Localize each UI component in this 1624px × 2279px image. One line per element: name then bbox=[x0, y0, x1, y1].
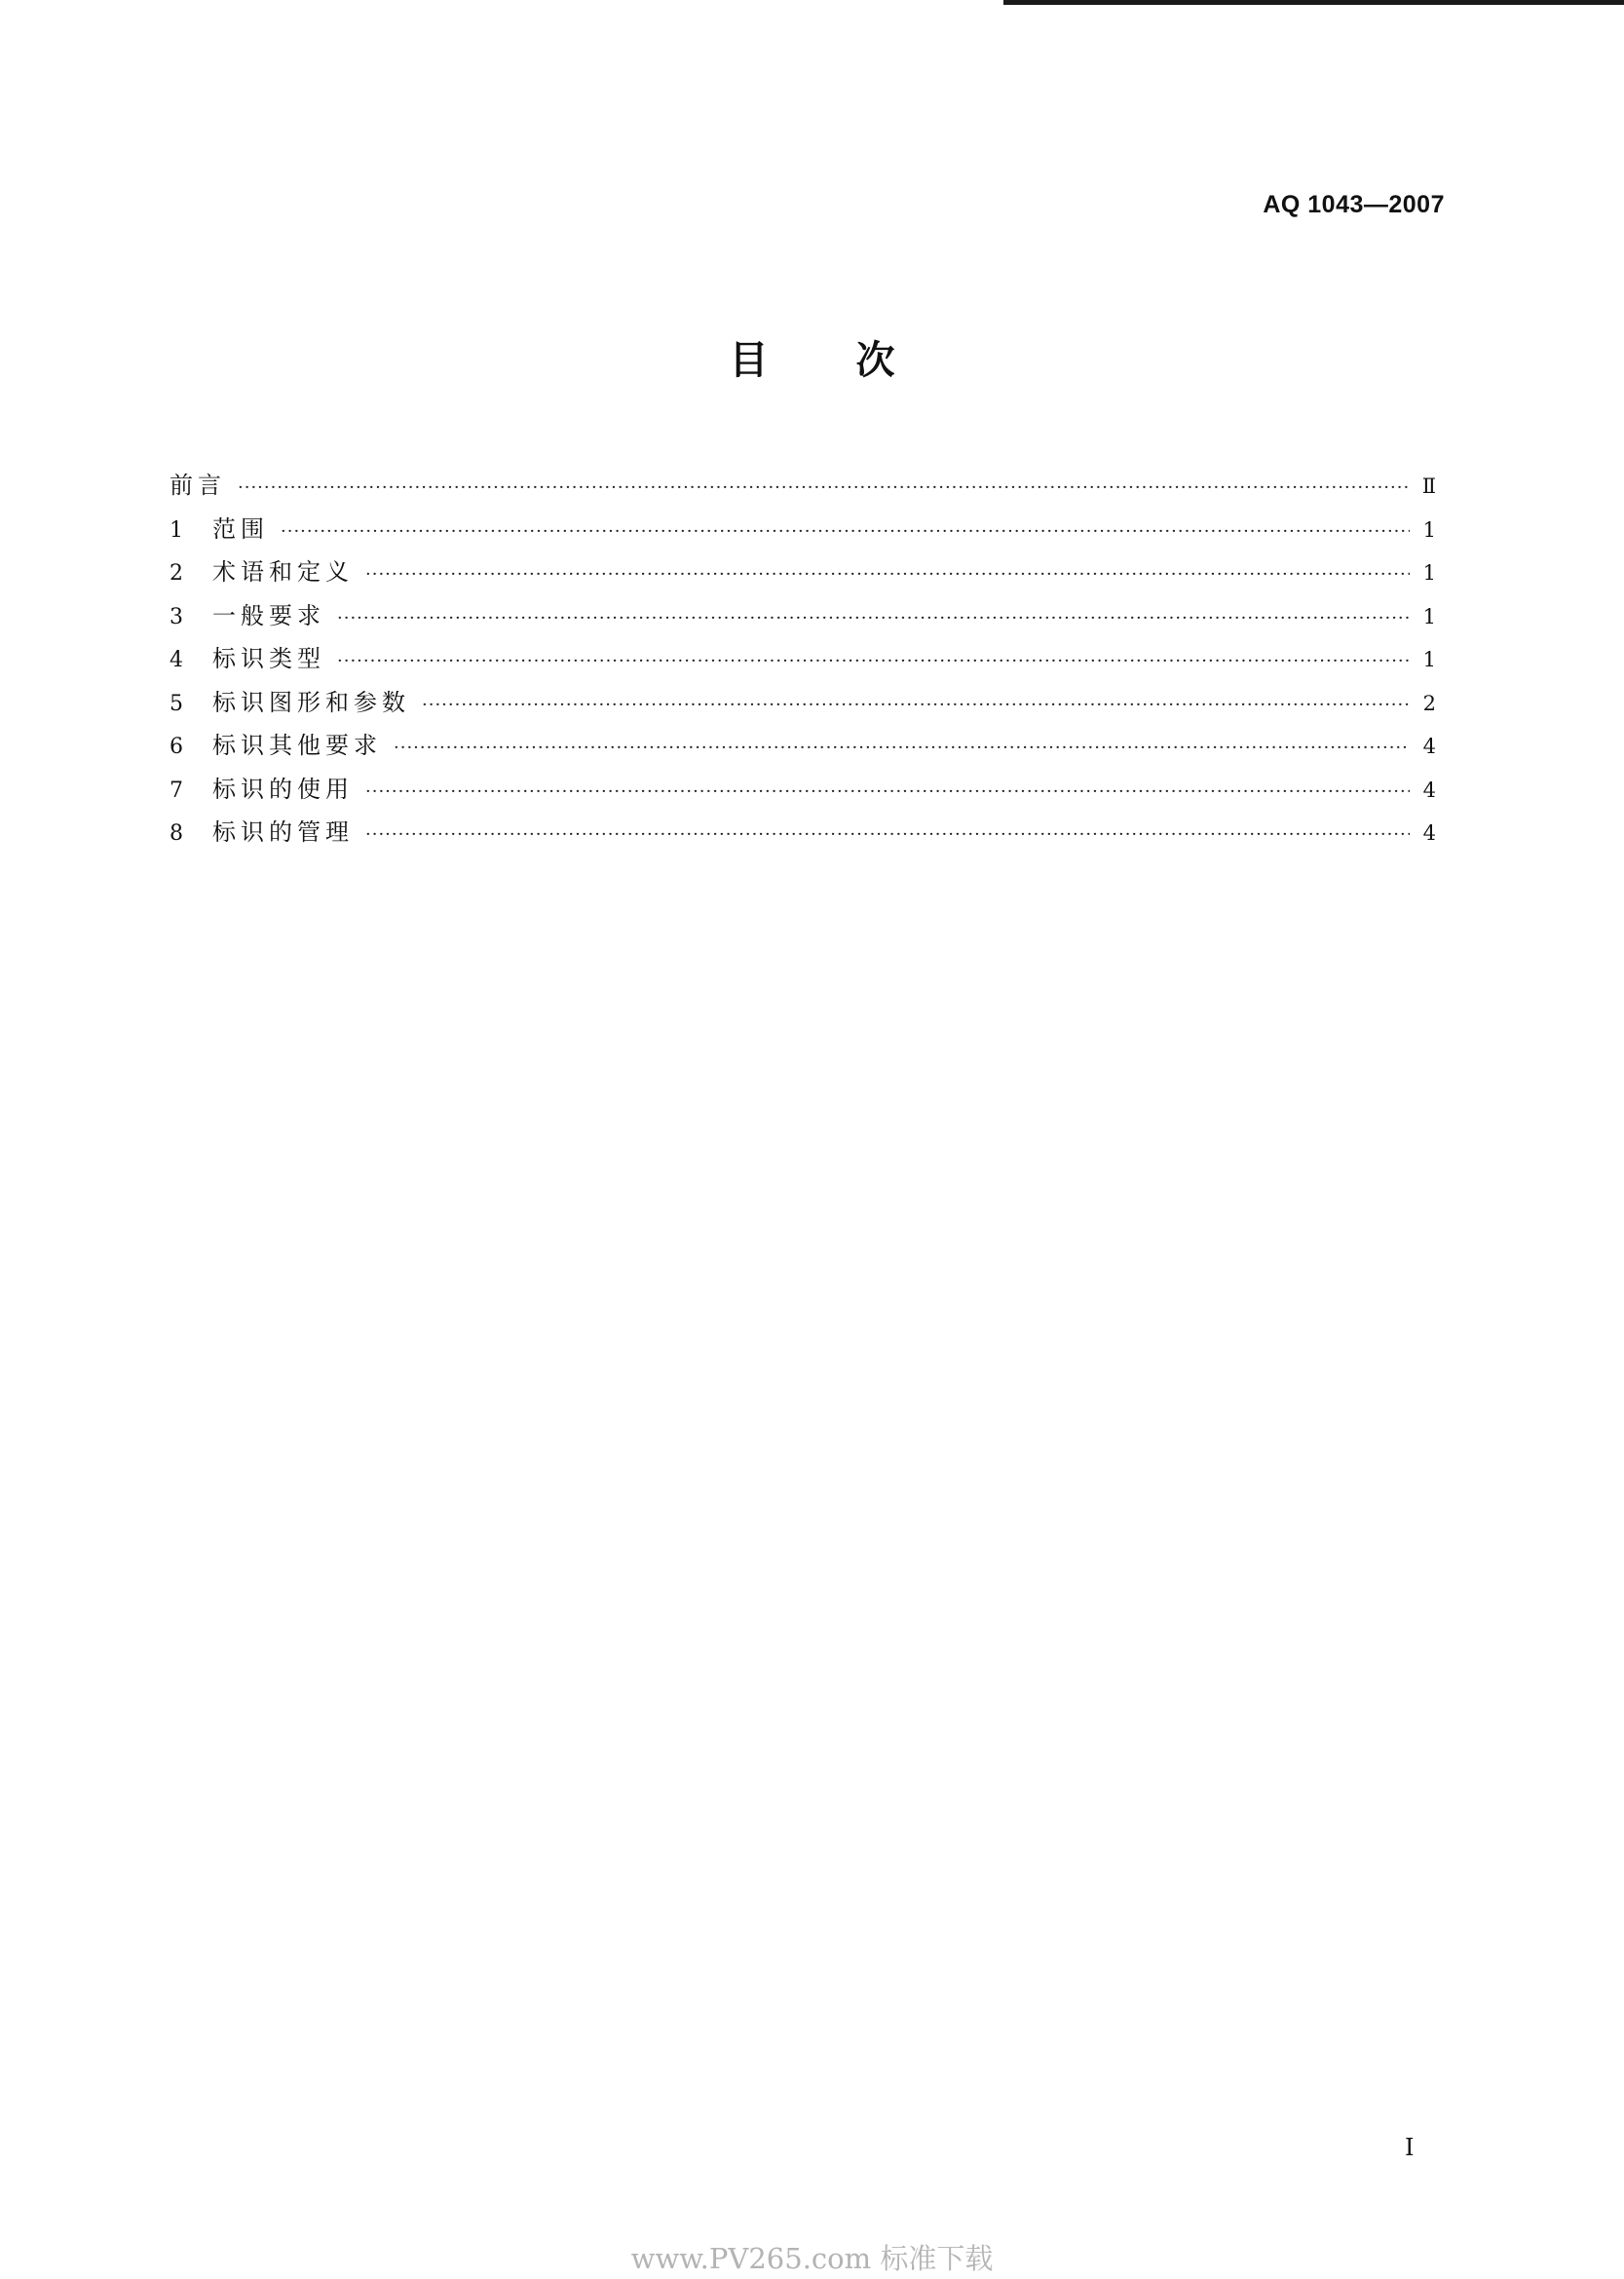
toc-entry-label: 一般要求 bbox=[212, 601, 325, 629]
toc-entry-scope[interactable] bbox=[170, 508, 1436, 551]
toc-entry-label: 范围 bbox=[212, 514, 269, 543]
toc-entry-graphics[interactable] bbox=[170, 681, 1436, 725]
toc-leader-dots bbox=[365, 814, 1410, 857]
toc-leader-dots bbox=[337, 640, 1410, 684]
toc-entry-management[interactable] bbox=[170, 811, 1436, 855]
toc-entry-page: 1 bbox=[1422, 648, 1436, 671]
toc-entry-foreword[interactable] bbox=[170, 464, 1436, 508]
toc-entry-number: 7 bbox=[170, 778, 183, 803]
toc-leader-dots bbox=[281, 511, 1410, 554]
toc-entry-types[interactable] bbox=[170, 637, 1436, 681]
toc-entry-number: 3 bbox=[170, 604, 183, 629]
toc-entry-terms[interactable] bbox=[170, 551, 1436, 594]
toc-leader-dots bbox=[422, 684, 1410, 728]
toc-entry-page: 1 bbox=[1422, 604, 1436, 628]
toc-title: 目次 bbox=[729, 338, 983, 383]
toc-entry-label: 标识类型 bbox=[212, 645, 325, 672]
toc-entry-number: 2 bbox=[170, 561, 183, 586]
watermark-text: www.PV265.com 标准下载 bbox=[630, 2242, 994, 2275]
toc-entry-usage[interactable] bbox=[170, 768, 1436, 812]
toc-entry-number: 6 bbox=[170, 735, 183, 759]
toc-entry-page: Ⅱ bbox=[1421, 475, 1436, 498]
toc-entry-page: 4 bbox=[1422, 821, 1436, 845]
toc-entry-label: 标识的管理 bbox=[212, 818, 354, 846]
toc-entry-label: 术语和定义 bbox=[212, 558, 354, 586]
toc-entry-other[interactable] bbox=[170, 724, 1436, 768]
toc-entry-page: 4 bbox=[1422, 778, 1436, 802]
toc-entry-number: 8 bbox=[170, 821, 183, 846]
document-code: AQ 1043—2007 bbox=[1263, 191, 1445, 218]
toc-entry-page: 1 bbox=[1422, 517, 1436, 542]
toc-entry-page: 1 bbox=[1422, 561, 1436, 585]
toc-entry-number: 5 bbox=[170, 691, 183, 716]
toc-entry-number: 1 bbox=[170, 517, 183, 543]
toc-leader-dots bbox=[365, 771, 1410, 815]
page-number: I bbox=[1405, 2134, 1415, 2161]
toc-entry-label: 前言 bbox=[170, 472, 226, 499]
toc-leader-dots bbox=[394, 727, 1410, 771]
toc-leader-dots bbox=[365, 553, 1410, 597]
toc-entry-number: 4 bbox=[170, 648, 183, 672]
toc-list bbox=[170, 464, 1436, 855]
toc-entry-label: 标识其他要求 bbox=[212, 732, 382, 759]
toc-entry-label: 标识的使用 bbox=[212, 775, 354, 803]
toc-leader-dots bbox=[337, 597, 1410, 641]
toc-entry-page: 2 bbox=[1422, 691, 1436, 715]
toc-entry-page: 4 bbox=[1422, 735, 1436, 758]
toc-entry-general[interactable] bbox=[170, 594, 1436, 638]
toc-leader-dots bbox=[238, 467, 1409, 511]
top-rule bbox=[1003, 0, 1624, 5]
toc-entry-label: 标识图形和参数 bbox=[212, 688, 410, 716]
